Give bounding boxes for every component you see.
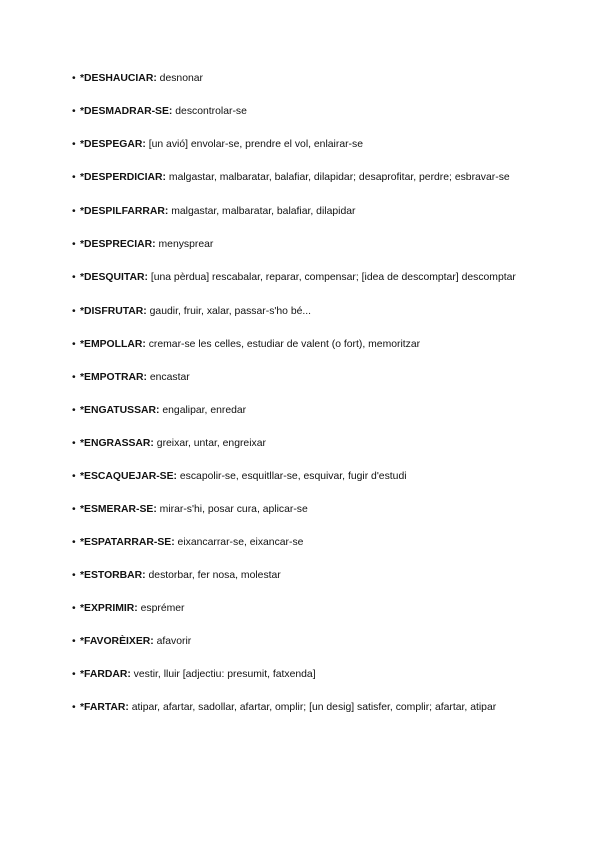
entry-term: *DESMADRAR-SE:	[80, 106, 173, 117]
glossary-entry	[72, 632, 532, 652]
glossary-entry	[72, 566, 532, 586]
bullet-icon: •	[72, 702, 76, 713]
bullet-icon: •	[72, 172, 76, 183]
bullet-icon: •	[72, 603, 76, 614]
entry-definition: engalipar, enredar	[159, 405, 247, 416]
entry-definition: eixancarrar-se, eixancar-se	[174, 537, 304, 548]
glossary-entry	[72, 467, 532, 487]
glossary-entry	[72, 335, 532, 355]
entry-term: *EMPOLLAR:	[80, 339, 146, 350]
entry-definition: gaudir, fruir, xalar, passar-s'ho bé...	[146, 306, 312, 317]
entry-term: *ESMERAR-SE:	[80, 504, 157, 515]
bullet-icon: •	[72, 405, 76, 416]
entry-definition: afavorir	[153, 636, 192, 647]
entry-definition: [un avió] envolar-se, prendre el vol, enlairar-se	[145, 139, 363, 150]
bullet-icon: •	[72, 537, 76, 548]
entry-definition: desnonar	[156, 73, 203, 84]
entry-definition: mirar-s'hi, posar cura, aplicar-se	[156, 504, 308, 515]
glossary-entry	[72, 368, 532, 388]
entry-definition: vestir, lluir [adjectiu: presumit, fatxenda]	[130, 669, 316, 680]
glossary-entry	[72, 599, 532, 619]
entry-definition: menysprear	[155, 239, 214, 250]
entry-definition: esprémer	[137, 603, 185, 614]
glossary-entry	[72, 268, 532, 288]
glossary-entry	[72, 401, 532, 421]
bullet-icon: •	[72, 669, 76, 680]
bullet-icon: •	[72, 471, 76, 482]
glossary-entry	[72, 202, 532, 222]
bullet-icon: •	[72, 106, 76, 117]
bullet-icon: •	[72, 339, 76, 350]
glossary-entry	[72, 135, 532, 155]
glossary-list	[72, 69, 532, 731]
bullet-icon: •	[72, 73, 76, 84]
entry-term: *DESPEGAR:	[80, 139, 146, 150]
glossary-entry	[72, 500, 532, 520]
entry-term: *DESPILFARRAR:	[80, 206, 169, 217]
entry-term: *DESHAUCIAR:	[80, 73, 157, 84]
entry-definition: cremar-se les celles, estudiar de valent (o fort), memoritzar	[145, 339, 421, 350]
entry-definition: encastar	[146, 372, 190, 383]
entry-term: *DESPRECIAR:	[80, 239, 156, 250]
entry-definition: [una pèrdua] rescabalar, reparar, compensar; [idea de descomptar] descomptar	[147, 272, 516, 283]
glossary-entry	[72, 102, 532, 122]
entry-term: *FARTAR:	[80, 702, 129, 713]
glossary-entry	[72, 302, 532, 322]
bullet-icon: •	[72, 206, 76, 217]
entry-definition: greixar, untar, engreixar	[153, 438, 266, 449]
bullet-icon: •	[72, 372, 76, 383]
glossary-entry	[72, 168, 532, 188]
bullet-icon: •	[72, 438, 76, 449]
glossary-entry	[72, 698, 532, 718]
glossary-entry	[72, 665, 532, 685]
entry-term: *EXPRIMIR:	[80, 603, 138, 614]
entry-definition: escapolir-se, esquitllar-se, esquivar, fugir d'estudi	[177, 471, 407, 482]
entry-term: *DISFRUTAR:	[80, 306, 147, 317]
entry-term: *FARDAR:	[80, 669, 131, 680]
entry-term: *EMPOTRAR:	[80, 372, 147, 383]
entry-definition: malgastar, malbaratar, balafiar, dilapidar; desaprofitar, perdre; esbravar-se	[166, 172, 510, 183]
bullet-icon: •	[72, 636, 76, 647]
entry-term: *DESPERDICIAR:	[80, 172, 167, 183]
entry-term: *ESPATARRAR-SE:	[80, 537, 175, 548]
entry-definition: descontrolar-se	[172, 106, 247, 117]
bullet-icon: •	[72, 139, 76, 150]
entry-term: *FAVORÈIXER:	[80, 636, 154, 647]
entry-definition: destorbar, fer nosa, molestar	[145, 570, 281, 581]
glossary-entry	[72, 533, 532, 553]
entry-definition: atipar, afartar, sadollar, afartar, omplir; [un desig] satisfer, complir; afartar, atipar	[128, 702, 497, 713]
entry-term: *ENGATUSSAR:	[80, 405, 160, 416]
glossary-entry	[72, 69, 532, 89]
entry-term: *ESCAQUEJAR-SE:	[80, 471, 177, 482]
bullet-icon: •	[72, 272, 76, 283]
bullet-icon: •	[72, 306, 76, 317]
entry-term: *ESTORBAR:	[80, 570, 146, 581]
glossary-entry	[72, 235, 532, 255]
bullet-icon: •	[72, 570, 76, 581]
entry-term: *ENGRASSAR:	[80, 438, 154, 449]
glossary-entry	[72, 434, 532, 454]
entry-term: *DESQUITAR:	[80, 272, 148, 283]
bullet-icon: •	[72, 239, 76, 250]
entry-definition: malgastar, malbaratar, balafiar, dilapidar	[168, 206, 356, 217]
bullet-icon: •	[72, 504, 76, 515]
